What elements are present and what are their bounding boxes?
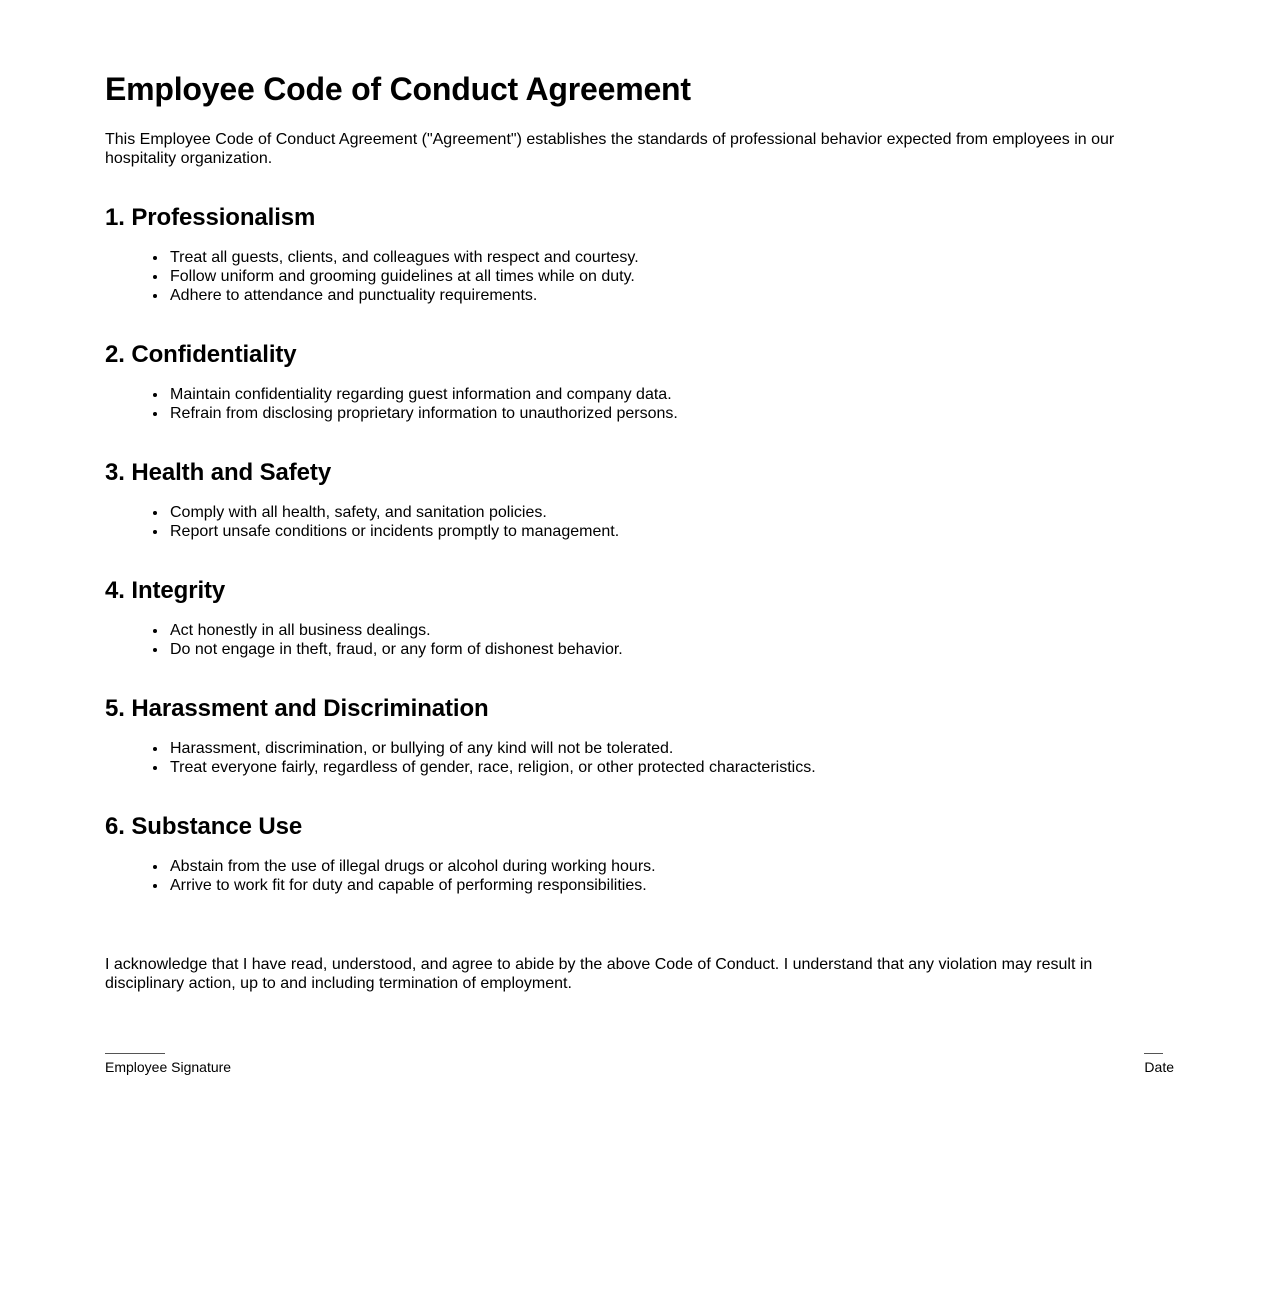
list-item: • Abstain from the use of illegal drugs or alcohol during working hours.: [168, 857, 1174, 876]
employee-signature-field[interactable]: [105, 1053, 231, 1076]
list-item: • Treat everyone fairly, regardless of gender, race, religion, or other protected characteristics.: [168, 758, 1174, 777]
section-heading: 4. Integrity: [105, 577, 226, 604]
list-item: • Treat all guests, clients, and colleagues with respect and courtesy.: [168, 248, 1174, 267]
intro-paragraph: This Employee Code of Conduct Agreement ("Agreement") establishes the standards of professional behavior expected from employees in our hospitality organization.: [105, 131, 1115, 167]
section-professionalism: [105, 204, 1174, 305]
section-substance-use: [105, 813, 1174, 895]
list-item: • Do not engage in theft, fraud, or any form of dishonest behavior.: [168, 640, 1174, 659]
list-item: • Follow uniform and grooming guidelines at all times while on duty.: [168, 267, 1174, 286]
section-heading: 5. Harassment and Discrimination: [105, 695, 489, 722]
section-health-and-safety: [105, 459, 1174, 541]
list-item: • Report unsafe conditions or incidents promptly to management.: [168, 522, 1174, 541]
signature-block: [105, 1053, 1174, 1076]
employee-signature-label: Employee Signature: [105, 1059, 232, 1075]
list-item: • Refrain from disclosing proprietary information to unauthorized persons.: [168, 404, 1174, 423]
section-harassment-and-discrimination: [105, 695, 1174, 777]
section-bullet-list: [105, 503, 1174, 541]
section-heading: 2. Confidentiality: [105, 341, 297, 368]
section-bullet-list: [105, 857, 1174, 895]
section-heading: 6. Substance Use: [105, 813, 303, 840]
signature-line: [105, 1053, 165, 1054]
acknowledgement-paragraph: I acknowledge that I have read, understood, and agree to abide by the above Code of Conduct. I understand that any violation may result in disciplinary action, up to and including termination of employment.: [105, 956, 1093, 992]
section-bullet-list: [105, 248, 1174, 305]
section-bullet-list: [105, 385, 1174, 423]
list-item: • Adhere to attendance and punctuality requirements.: [168, 286, 1174, 305]
date-line: [1144, 1053, 1163, 1054]
date-field[interactable]: [1144, 1053, 1174, 1076]
section-heading: 3. Health and Safety: [105, 459, 332, 486]
list-item: • Act honestly in all business dealings.: [168, 621, 1174, 640]
section-confidentiality: [105, 341, 1174, 423]
page-title: Employee Code of Conduct Agreement: [105, 71, 691, 107]
list-item: • Comply with all health, safety, and sanitation policies.: [168, 503, 1174, 522]
list-item: • Harassment, discrimination, or bullying of any kind will not be tolerated.: [168, 739, 1174, 758]
date-label: Date: [1144, 1059, 1174, 1075]
section-bullet-list: [105, 621, 1174, 659]
list-item: • Maintain confidentiality regarding guest information and company data.: [168, 385, 1174, 404]
section-bullet-list: [105, 739, 1174, 777]
section-heading: 1. Professionalism: [105, 204, 316, 231]
section-integrity: [105, 577, 1174, 659]
list-item: • Arrive to work fit for duty and capable of performing responsibilities.: [168, 876, 1174, 895]
